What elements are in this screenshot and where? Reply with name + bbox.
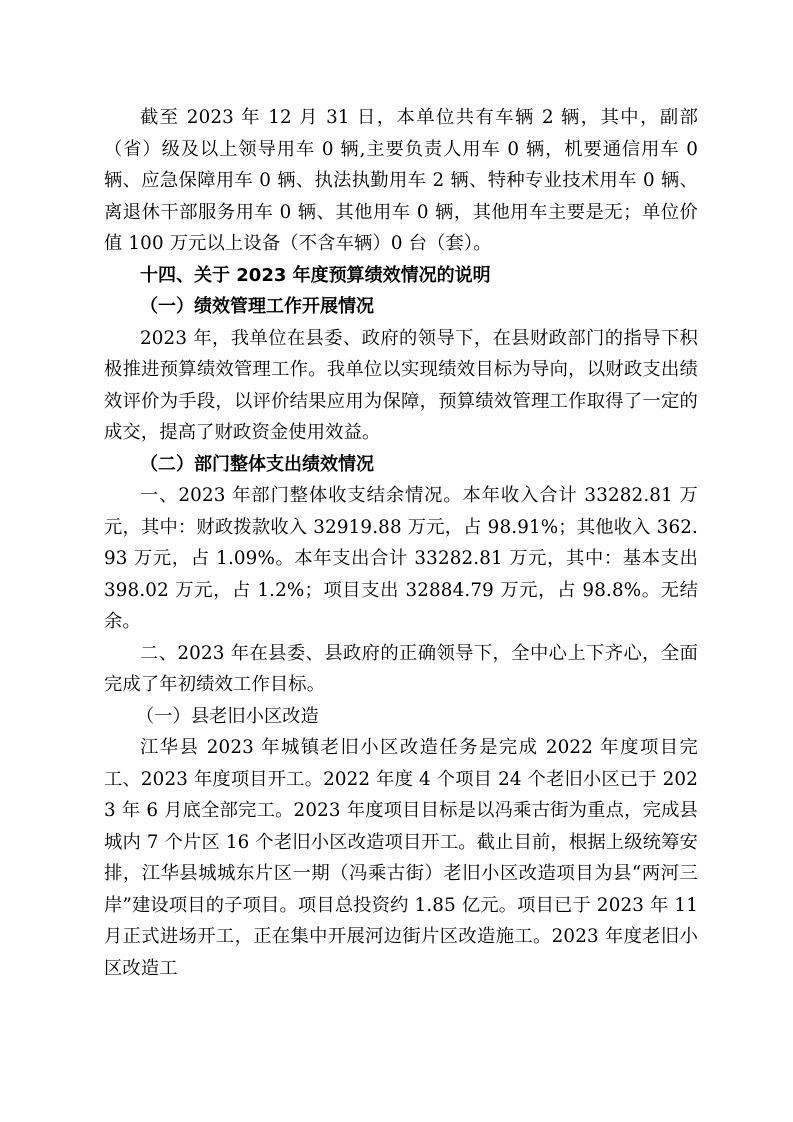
- paragraph-vehicles: 截至 2023 年 12 月 31 日，本单位共有车辆 2 辆，其中，副部（省）级及以上领导用车 0 辆,主要负责人用车 0 辆，机要通信用车 0 辆、应急保障用车 0 辆、执法执勤用车 2 辆、特种专业技术用车 0 辆、离退休干部服务用车 0 辆、其他用车 0 辆，其他用车主要是无；单位价值 100 万元以上设备（不含车辆）0 台（套）。: [104, 107, 698, 254]
- paragraph-budget-balance: 一、2023 年部门整体收支结余情况。本年收入合计 33282.81 万元，其中：财政拨款收入 32919.88 万元，占 98.91%；其他收入 362.93 万元，占 1.09%。本年支出合计 33282.81 万元，其中：基本支出 398.02 万元，占 1.2%；项目支出 32884.79 万元，占 98.8%。无结余。: [104, 485, 698, 632]
- subitem-old-community-renovation: （一）县老旧小区改造: [136, 705, 319, 727]
- paragraph-performance-management: 2023 年，我单位在县委、政府的领导下，在县财政部门的指导下积极推进预算绩效管理工作。我单位以实现绩效目标为导向，以财政支出绩效评价为手段，以评价结果应用为保障，预算绩效管理工作取得了一定的成交，提高了财政资金使用效益。: [104, 327, 698, 443]
- paragraph-renovation-details: 江华县 2023 年城镇老旧小区改造任务是完成 2022 年度项目完工、2023 年度项目开工。2022 年度 4 个项目 24 个老旧小区已于 2023 年 6 月底全部完工。2023 年度项目目标是以冯乘古街为重点，完成县城内 7 个片区 16 个老旧小区改造项目开工。截止目前，根据上级统筹安排，江华县城城东片区一期（冯乘古街）老旧小区改造项目为县“两河三岸”建设项目的子项目。项目总投资约 1.85 亿元。项目已于 2023 年 11 月正式进场开工，正在集中开展河边街片区改造施工。2023 年度老旧小区改造工: [104, 737, 698, 979]
- paragraph-annual-goals: 二、2023 年在县委、县政府的正确领导下，全中心上下齐心，全面完成了年初绩效工作目标。: [104, 642, 698, 695]
- document-body: [104, 102, 698, 984]
- section-heading-14: 十四、关于 2023 年度预算绩效情况的说明: [140, 264, 491, 286]
- subsection-heading-overall-expenditure: （二）部门整体支出绩效情况: [140, 453, 374, 475]
- subsection-heading-performance-management: （一）绩效管理工作开展情况: [140, 296, 374, 317]
